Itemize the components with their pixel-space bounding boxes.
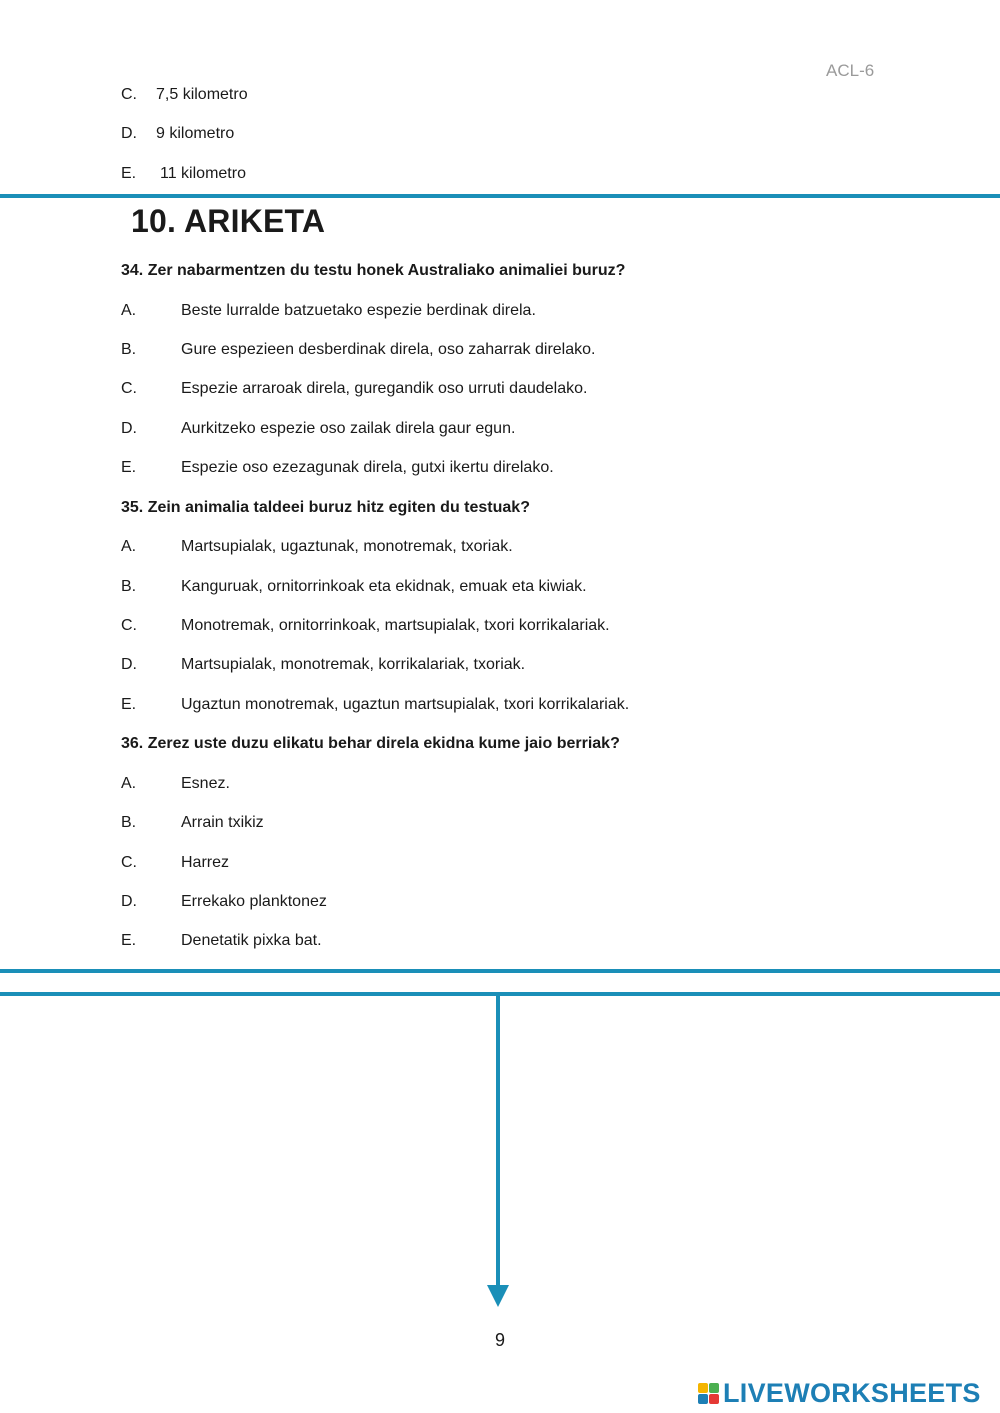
- question-35: 35. Zein animalia taldeei buruz hitz egiten du testuak?: [121, 499, 530, 516]
- q36-option-e[interactable]: [121, 932, 322, 950]
- option-text: Espezie arraroak direla, guregandik oso urruti daudelako.: [181, 380, 588, 397]
- liveworksheets-icon: [698, 1383, 719, 1404]
- option-letter: D.: [121, 893, 137, 910]
- option-letter: A.: [121, 302, 137, 319]
- option-text: Martsupialak, monotremak, korrikalariak, txoriak.: [181, 656, 526, 673]
- option-letter: E.: [121, 696, 137, 713]
- prev-option-c: [121, 86, 248, 104]
- arrow-down-icon: [487, 1285, 509, 1307]
- option-letter: A.: [121, 538, 137, 555]
- q34-option-b[interactable]: [121, 341, 595, 359]
- flow-divider: [0, 992, 1000, 996]
- option-letter: B.: [121, 341, 137, 358]
- option-text: 11 kilometro: [160, 165, 246, 182]
- q35-option-d[interactable]: [121, 656, 525, 674]
- prev-option-d: [121, 125, 234, 143]
- option-letter: E.: [121, 932, 137, 949]
- option-letter: C.: [121, 380, 137, 397]
- q34-option-c[interactable]: [121, 380, 587, 398]
- option-letter: C.: [121, 854, 137, 871]
- option-text: 7,5 kilometro: [156, 86, 248, 103]
- question-34: 34. Zer nabarmentzen du testu honek Australiako animaliei buruz?: [121, 262, 626, 279]
- brand-name: LIVEWORKSHEETS: [723, 1377, 981, 1408]
- q34-option-a[interactable]: [121, 302, 536, 320]
- option-text: Harrez: [181, 854, 230, 871]
- q35-option-e[interactable]: [121, 696, 629, 714]
- option-text: Arrain txikiz: [181, 814, 264, 831]
- option-text: Errekako planktonez: [181, 893, 327, 910]
- option-text: Beste lurralde batzuetako espezie berdinak direla.: [181, 302, 536, 319]
- document-code: ACL-6: [826, 61, 875, 80]
- option-text: Monotremak, ornitorrinkoak, martsupialak, txori korrikalariak.: [181, 617, 610, 634]
- page-number: 9: [494, 1330, 505, 1350]
- option-text: Esnez.: [181, 775, 230, 792]
- q34-option-e[interactable]: [121, 459, 554, 477]
- section-divider-top: [0, 194, 1000, 198]
- option-letter: D.: [121, 420, 137, 437]
- option-text: Kanguruak, ornitorrinkoak eta ekidnak, emuak eta kiwiak.: [181, 578, 587, 595]
- option-letter: A.: [121, 775, 137, 792]
- question-36: 36. Zerez uste duzu elikatu behar direla ekidna kume jaio berriak?: [121, 735, 620, 752]
- arrow-shaft: [496, 995, 500, 1287]
- option-text: Aurkitzeko espezie oso zailak direla gaur egun.: [181, 420, 516, 437]
- option-letter: C.: [121, 86, 137, 103]
- q36-option-a[interactable]: [121, 775, 230, 793]
- option-text: Martsupialak, ugaztunak, monotremak, txoriak.: [181, 538, 513, 555]
- q36-option-c[interactable]: [121, 854, 229, 872]
- section-divider-bottom: [0, 969, 1000, 973]
- option-text: 9 kilometro: [156, 125, 235, 142]
- option-letter: E.: [121, 165, 137, 182]
- option-text: Denetatik pixka bat.: [181, 932, 322, 949]
- prev-option-e: [121, 165, 246, 183]
- q35-option-c[interactable]: [121, 617, 610, 635]
- liveworksheets-logo: [698, 1378, 981, 1408]
- option-letter: D.: [121, 125, 137, 142]
- q35-option-b[interactable]: [121, 578, 587, 596]
- q35-option-a[interactable]: [121, 538, 513, 556]
- option-letter: D.: [121, 656, 137, 673]
- q34-option-d[interactable]: [121, 420, 515, 438]
- option-letter: E.: [121, 459, 137, 476]
- option-text: Ugaztun monotremak, ugaztun martsupialak, txori korrikalariak.: [181, 696, 630, 713]
- option-text: Gure espezieen desberdinak direla, oso zaharrak direlako.: [181, 341, 596, 358]
- option-letter: C.: [121, 617, 137, 634]
- option-letter: B.: [121, 578, 137, 595]
- q36-option-d[interactable]: [121, 893, 327, 911]
- section-title: 10. ARIKETA: [131, 203, 326, 239]
- option-letter: B.: [121, 814, 137, 831]
- q36-option-b[interactable]: [121, 814, 264, 832]
- option-text: Espezie oso ezezagunak direla, gutxi ikertu direlako.: [181, 459, 554, 476]
